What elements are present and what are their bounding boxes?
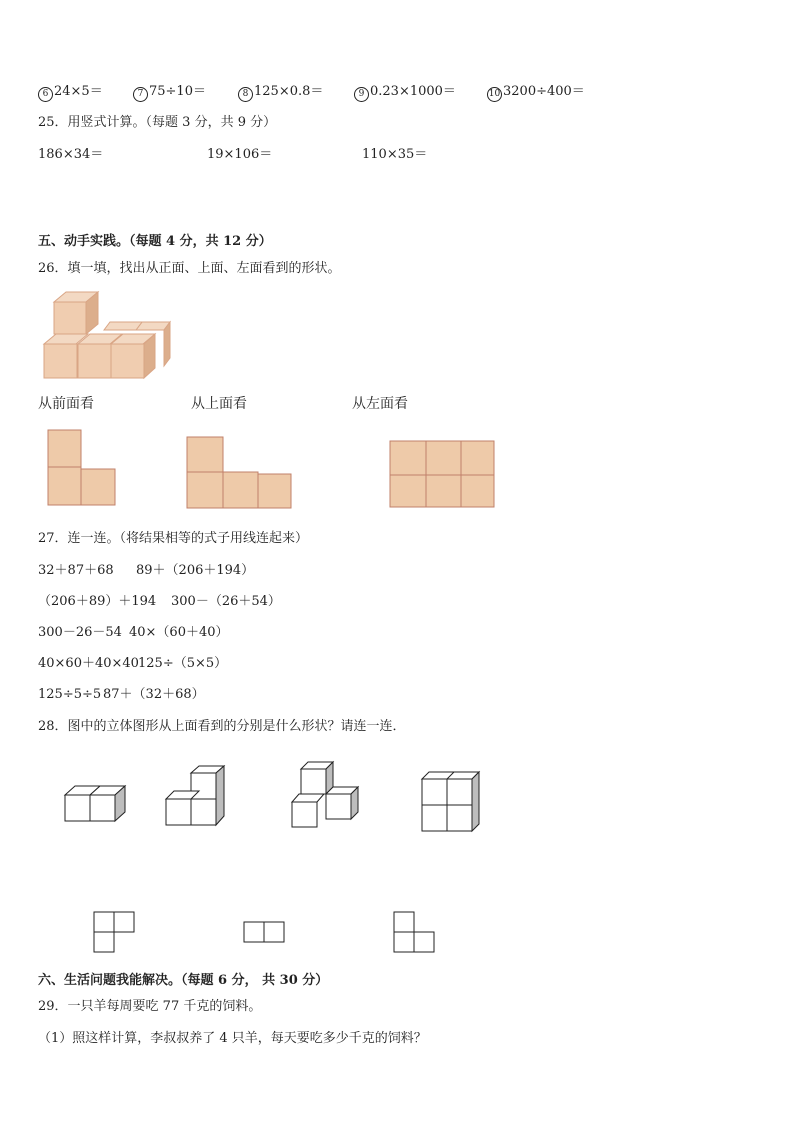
view-label-front: 从前面看 bbox=[38, 396, 94, 412]
circled-number-6: 6 bbox=[38, 87, 53, 102]
circled-number-7: 7 bbox=[133, 87, 148, 102]
q25-item-3: 110×35＝ bbox=[362, 147, 428, 162]
q27-left-3: 300－26－54 bbox=[38, 625, 122, 640]
circled-number-9: 9 bbox=[354, 87, 369, 102]
q27-right-4: 125÷（5×5） bbox=[138, 656, 228, 671]
q27-right-5: 87＋（32＋68） bbox=[103, 687, 205, 702]
section-6-heading: 六、生活问题我能解决。（每题 6 分， 共 30 分） bbox=[38, 973, 329, 988]
view-label-left: 从左面看 bbox=[352, 396, 408, 412]
circled-number-10: 10 bbox=[487, 87, 502, 102]
solid-figure-3 bbox=[291, 761, 363, 829]
q27-right-1: 89＋（206＋194） bbox=[136, 563, 255, 578]
q27-right-2: 300－（26＋54） bbox=[171, 594, 281, 609]
top-view-option-1 bbox=[93, 911, 137, 955]
q27-left-4: 40×60＋40×40 bbox=[38, 656, 139, 671]
q27-left-5: 125÷5÷5 bbox=[38, 687, 102, 702]
top-view-option-2 bbox=[243, 921, 287, 945]
calc-6: 6 24×5＝ bbox=[38, 84, 103, 102]
q27-right-3: 40×（60＋40） bbox=[129, 625, 229, 640]
solid-figure-1 bbox=[64, 778, 134, 828]
q25-item-1: 186×34＝ bbox=[38, 147, 104, 162]
q26-title: 26．填一填，找出从正面、上面、左面看到的形状。 bbox=[38, 261, 341, 276]
q27-left-1: 32＋87＋68 bbox=[38, 563, 114, 578]
q27-title: 27．连一连。（将结果相等的式子用线连起来） bbox=[38, 531, 309, 546]
q28-title: 28．图中的立体图形从上面看到的分别是什么形状？请连一连． bbox=[38, 719, 406, 734]
top-view-shape bbox=[186, 436, 296, 512]
calc-7: 7 75÷10＝ bbox=[133, 84, 206, 102]
q25-item-2: 19×106＝ bbox=[207, 147, 273, 162]
top-view-option-3 bbox=[393, 911, 437, 955]
q29-title: 29．一只羊每周要吃 77 千克的饲料。 bbox=[38, 999, 262, 1014]
solid-figure-2 bbox=[165, 765, 235, 831]
view-label-top: 从上面看 bbox=[191, 396, 247, 412]
calc-9: 9 0.23×1000＝ bbox=[354, 84, 456, 102]
left-view-shape bbox=[389, 440, 499, 512]
calc-8: 8 125×0.8＝ bbox=[238, 84, 323, 102]
circled-number-8: 8 bbox=[238, 87, 253, 102]
q29-sub-1: （1）照这样计算，李叔叔养了 4 只羊，每天要吃多少千克的饲料？ bbox=[38, 1031, 427, 1046]
q27-left-2: （206＋89）＋194 bbox=[38, 594, 157, 609]
q26-cube-figure bbox=[40, 286, 180, 386]
calc-10: 10 3200÷400＝ bbox=[487, 84, 585, 102]
section-5-heading: 五、动手实践。（每题 4 分，共 12 分） bbox=[38, 234, 272, 249]
front-view-shape bbox=[47, 429, 119, 509]
q25-title: 25．用竖式计算。（每题 3 分，共 9 分） bbox=[38, 115, 277, 130]
solid-figure-4 bbox=[421, 771, 485, 835]
